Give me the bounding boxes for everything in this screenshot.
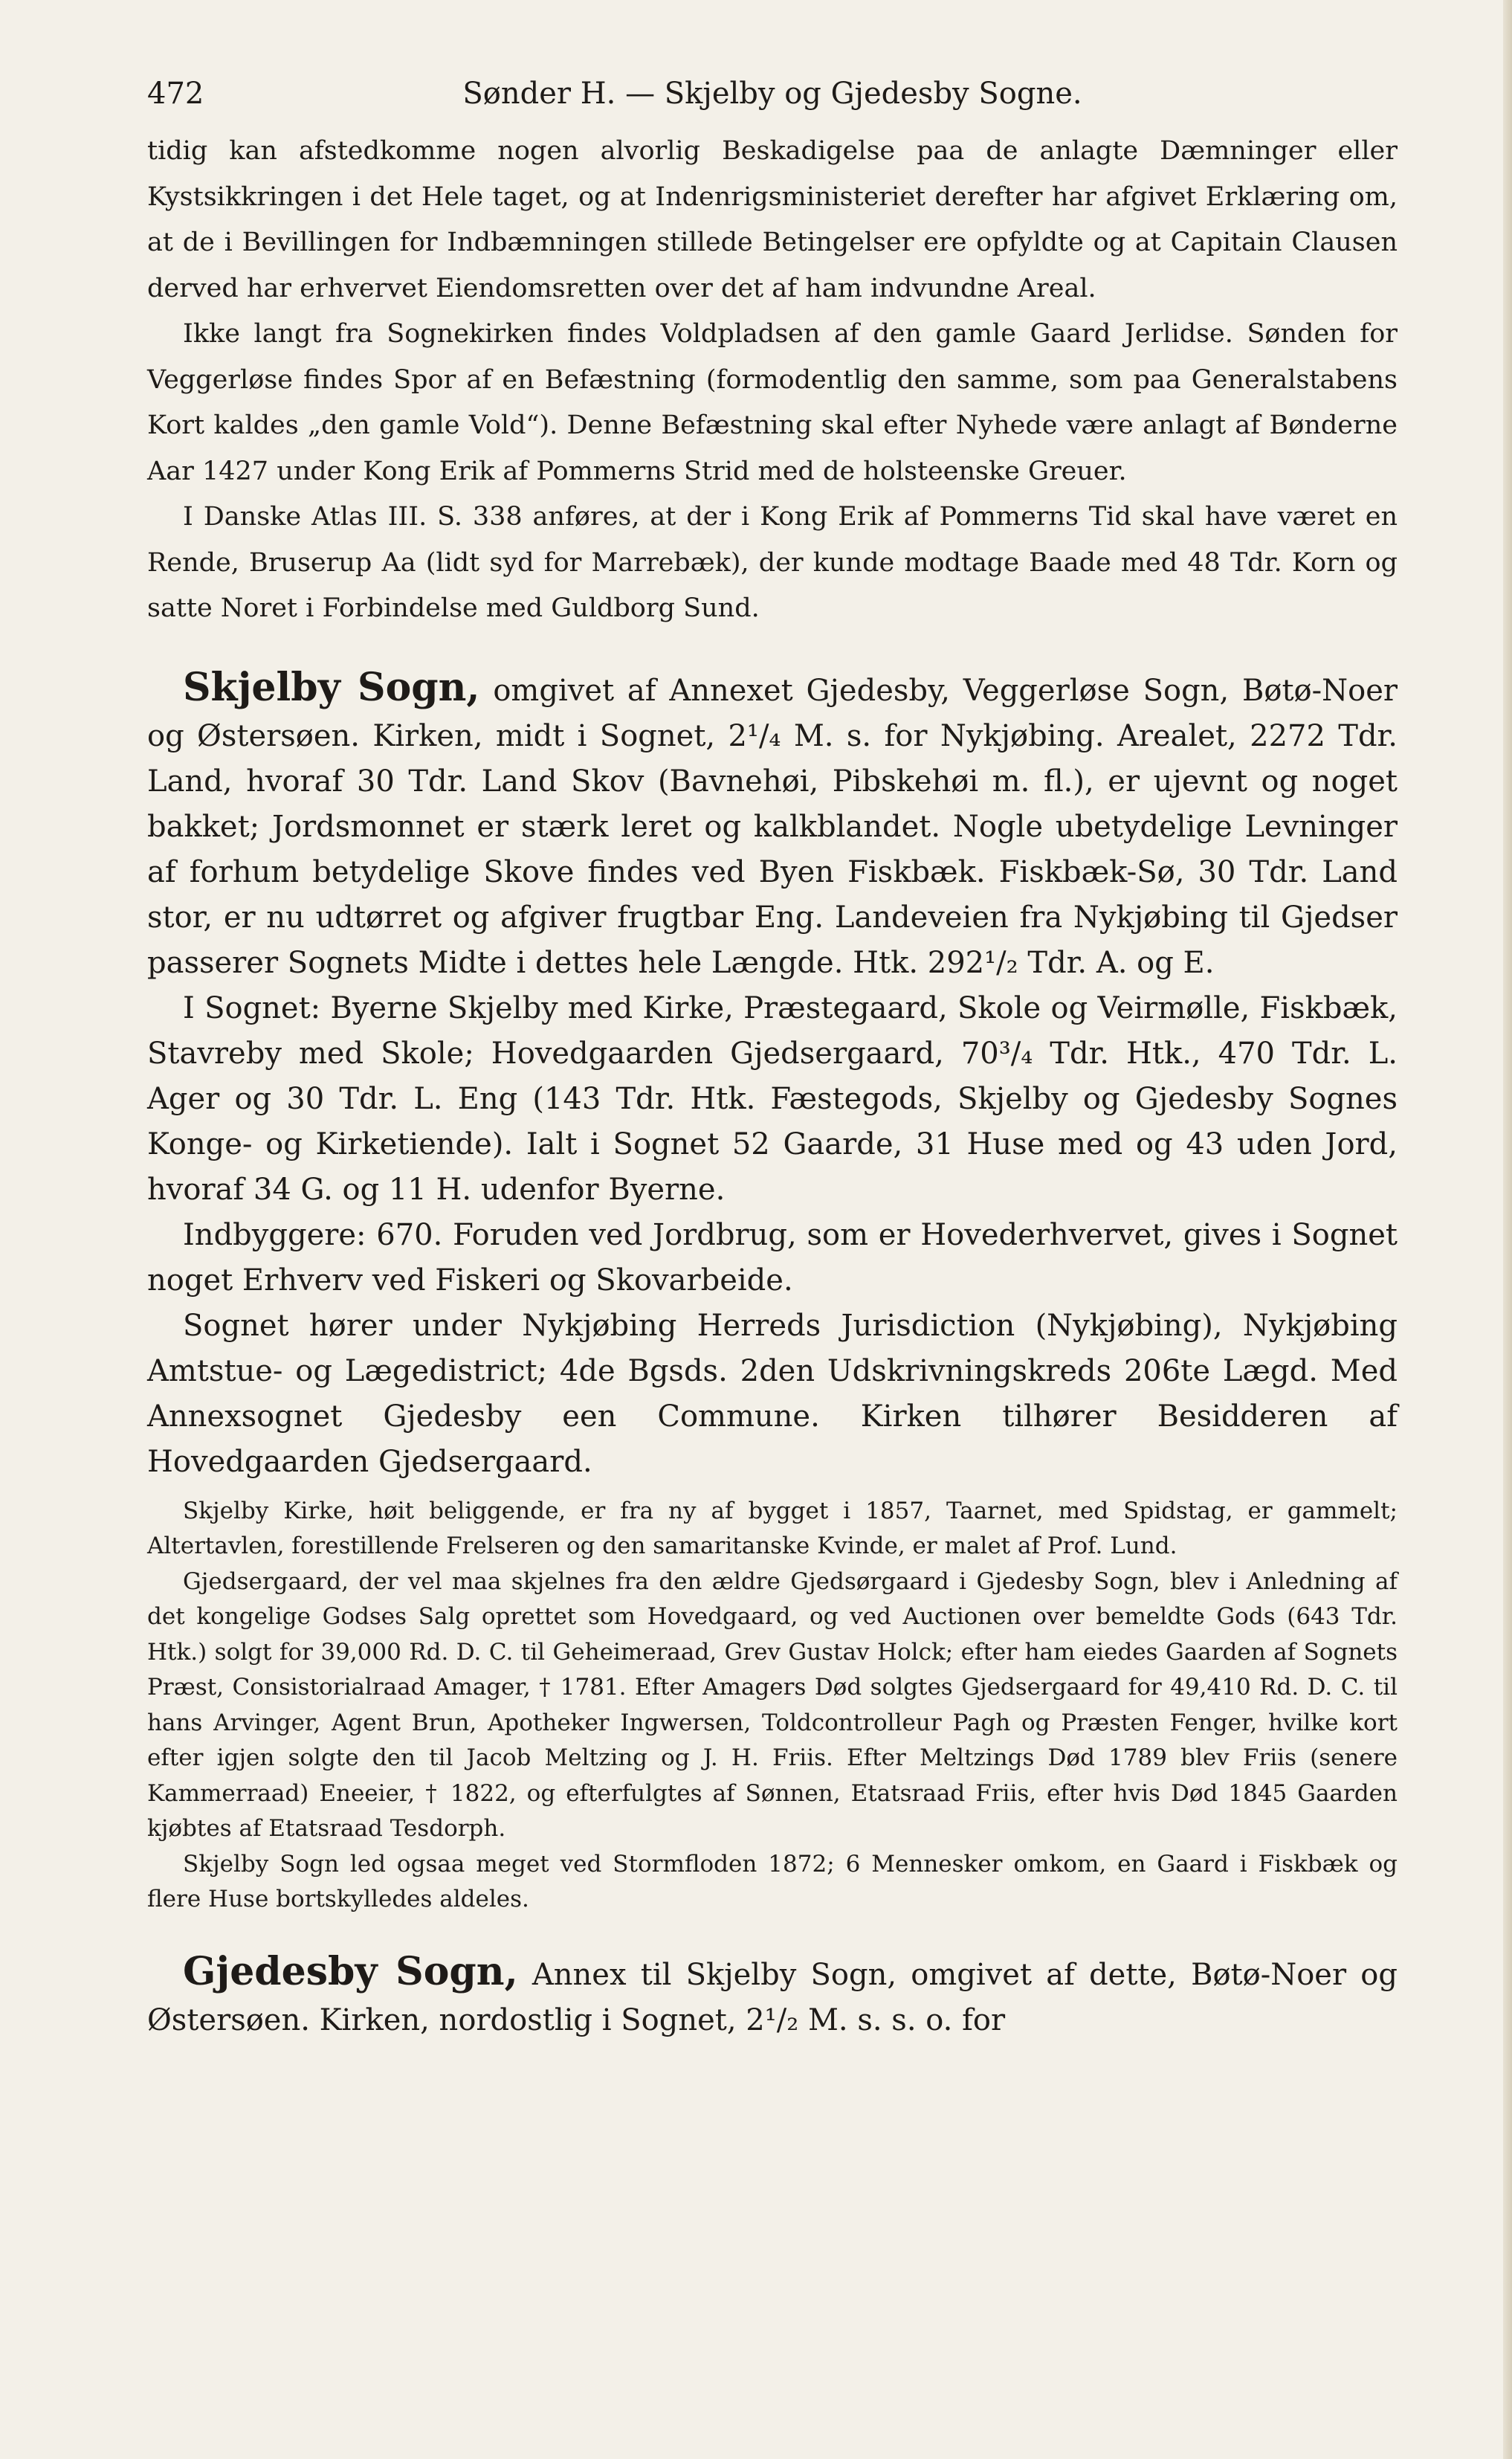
paragraph-continued: tidig kan afstedkomme nogen alvorlig Beskadigelse paa de anlagte Dæmninger eller Kystsikkringen i det Hele taget, og at Indenrigsministeriet derefter har afgivet Erklæring om, at de i Bevillingen for Indbæmningen stillede Betingelser ere opfyldte og at Capitain Clausen derved har erhvervet Eiendomsretten over det af ham indvundne Areal. [147, 136, 1398, 303]
skjelby-jurisdiction: Sognet hører under Nykjøbing Herreds Jurisdiction (Nykjøbing), Nykjøbing Amtstue- og Lægedistrict; 4de Bgsds. 2den Udskrivningskreds 206te Lægd. Med Annexsognet Gjedesby een Commune. Kirken tilhører Besidderen af Hovedgaarden Gjedsergaard. [147, 1308, 1398, 1479]
skjelby-title: Skjelby Sogn, [183, 664, 480, 710]
page-header [147, 74, 1398, 113]
skjelby-villages: I Sognet: Byerne Skjelby med Kirke, Præstegaard, Skole og Veirmølle, Fiskbæk, Stavreby med Skole; Hovedgaarden Gjedsergaard, 70³/₄ Tdr. Htk., 470 Tdr. L. Ager og 30 Tdr. L. Eng (143 Tdr. Htk. Fæstegods, Skjelby og Gjedesby Sognes Konge- og Kirketiende). Ialt i Sognet 52 Gaarde, 31 Huse med og 43 uden Jord, hvoraf 34 G. og 11 H. udenfor Byerne. [147, 990, 1398, 1207]
page-number: 472 [147, 77, 204, 111]
skjelby-church-note: Skjelby Kirke, høit beliggende, er fra ny af bygget i 1857, Taarnet, med Spidstag, er gammelt; Altertavlen, forestillende Frelseren og den samaritanske Kvinde, er malet af Prof. Lund. [147, 1497, 1398, 1559]
paragraph-danske-atlas: I Danske Atlas III. S. 338 anføres, at der i Kong Erik af Pommerns Tid skal have været en Rende, Bruserup Aa (lidt syd for Marrebæk), der kunde modtage Baade med 48 Tdr. Korn og satte Noret i Forbindelse med Guldborg Sund. [147, 502, 1398, 623]
running-head: Sønder H. — Skjelby og Gjedesby Sogne. [462, 77, 1082, 111]
stormflood-note: Skjelby Sogn led ogsaa meget ved Stormfloden 1872; 6 Mennesker omkom, en Gaard i Fiskbæk og flere Huse bortskylledes aldeles. [147, 1850, 1398, 1912]
section-skjelby-sogn [147, 665, 1398, 1918]
paragraph-voldplads: Ikke langt fra Sognekirken findes Voldpladsen af den gamle Gaard Jerlidse. Sønden for Veggerløse findes Spor af en Befæstning (formodentlig den samme, som paa Generalstabens Kort kaldes „den gamle Vold“). Denne Befæstning skal efter Nyhede være anlagt af Bønderne Aar 1427 under Kong Erik af Pommerns Strid med de holsteenske Greuer. [147, 319, 1398, 486]
gjedesby-intro [147, 1949, 1398, 2043]
section-gjedesby-sogn [147, 1949, 1398, 2043]
gjedsergaard-note: Gjedsergaard, der vel maa skjelnes fra den ældre Gjedsørgaard i Gjedesby Sogn, blev i Anledning af det kongelige Godses Salg oprettet som Hovedgaard, og ved Auctionen over bemeldte Gods (643 Tdr. Htk.) solgt for 39,000 Rd. D. C. til Geheimeraad, Grev Gustav Holck; efter ham eiedes Gaarden af Sognets Præst, Consistorialraad Amager, † 1781. Efter Amagers Død solgtes Gjedsergaard for 49,410 Rd. D. C. til hans Arvinger, Agent Brun, Apotheker Ingwersen, Toldcontrolleur Pagh og Præsten Fenger, hvilke kort efter igjen solgte den til Jacob Meltzing og J. H. Friis. Efter Meltzings Død 1789 blev Friis (senere Kammerraad) Eneeier, † 1822, og efterfulgtes af Sønnen, Etatsraad Friis, efter hvis Død 1845 Gaarden kjøbtes af Etatsraad Tesdorph. [147, 1567, 1398, 1842]
page-content [147, 74, 1398, 2043]
page-edge-shadow [1503, 0, 1512, 2459]
gjedesby-intro-text: Annex til Skjelby Sogn, omgivet af dette, Bøtø-Noer og Østersøen. Kirken, nordostlig i Sognet, 2¹/₂ M. s. s. o. for [147, 1957, 1398, 2037]
skjelby-inhabitants: Indbyggere: 670. Foruden ved Jordbrug, som er Hovederhvervet, gives i Sognet noget Erhverv ved Fiskeri og Skovarbeide. [147, 1217, 1398, 1298]
skjelby-intro-text: omgivet af Annexet Gjedesby, Veggerløse Sogn, Bøtø-Noer og Østersøen. Kirken, midt i Sognet, 2¹/₄ M. s. for Nykjøbing. Arealet, 2272 Tdr. Land, hvoraf 30 Tdr. Land Skov (Bavnehøi, Pibskehøi m. fl.), er ujevnt og noget bakket; Jordsmonnet er stærk leret og kalkblandet. Nogle ubetydelige Levninger af forhum betydelige Skove findes ved Byen Fiskbæk. Fiskbæk-Sø, 30 Tdr. Land stor, er nu udtørret og afgiver frugtbar Eng. Landeveien fra Nykjøbing til Gjedser passerer Sognets Midte i dettes hele Længde. Htk. 292¹/₂ Tdr. A. og E. [147, 673, 1398, 980]
gjedesby-title: Gjedesby Sogn, [183, 1948, 518, 1994]
skjelby-intro [147, 665, 1398, 986]
